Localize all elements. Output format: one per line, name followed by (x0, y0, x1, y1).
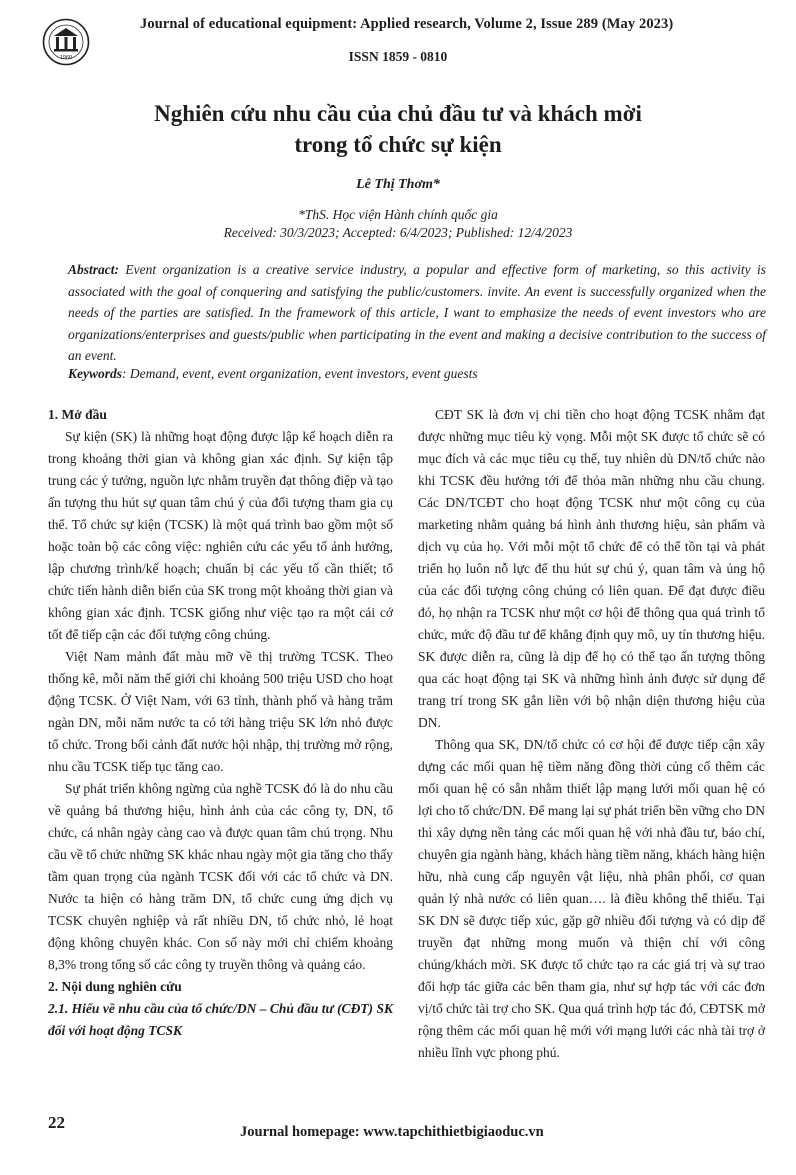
section-heading-intro: 1. Mở đầu (48, 407, 107, 422)
article-title (0, 98, 796, 160)
paragraph: Việt Nam mảnh đất màu mỡ về thị trường TCSK. Theo thống kê, mỗi năm thế giới chi khoảng 500 triệu USD cho hoạt động TCSK. Ở Việt Nam, với 63 tỉnh, thành phố và hàng trăm ngàn DN, mỗi năm nước ta có tới hàng triệu SK lớn nhỏ được tổ chức. Trong bối cảnh đất nước hội nhập, thị trường mở rộng, nhu cầu TCSK tiếp tục tăng cao. (48, 649, 393, 774)
paragraph: Thông qua SK, DN/tổ chức có cơ hội để được tiếp cận xây dựng các mối quan hệ tiềm năng đồng thời củng cố thêm các mối quan hệ có sẵn nhằm thiết lập mạng lưới mối quan hệ có lợi cho tổ chức/DN. Để mang lại sự phát triển bền vững cho DN thì xây dựng nền tảng các mối quan hệ với nhà đầu tư, báo chí, chuyên gia ngành hàng, khách hàng tiềm năng, khách hàng hiện hữu, nhà cung cấp nguyên vật liệu, nhà phân phối, cơ quan quản lý nhà nước có liên quan…. là điều không thể thiếu. Tại SK DN sẽ được tiếp xúc, gặp gỡ nhiều đối tượng và có dịp để truyền đạt những mong muốn và thiện chí với công chúng/khách mời. SK được tổ chức tạo ra các giá trị và sự trao đổi hợp tác giữa các bên tham gia, như sự hợp tác với các đơn vị/tổ chức tài trợ cho SK. Qua quá trình hợp tác đó, CĐTSK mở rộng thêm các mối quan hệ mới với mạng lưới các nhà tài trợ ở nhiều lĩnh vực phong phú. (418, 737, 766, 1060)
paragraph: CĐT SK là đơn vị chi tiền cho hoạt động TCSK nhằm đạt được những mục tiêu kỳ vọng. Mỗi một SK được tổ chức sẽ có mục đích và các mục tiêu cụ thể, tuy nhiên dù DN/tổ chức nào khi TCSK đều hướng tới để thỏa mãn những nhu cầu chung. Các DN/TCĐT cho hoạt động TCSK như một công cụ của marketing nhằm quảng bá hình ảnh thương hiệu, sản phẩm và dịch vụ của họ. Với mỗi một tổ chức để có thể tồn tại và phát triển họ luôn nỗ lực để thu hút sự chú ý, quan tâm và ủng hộ của các đối tượng công chúng có liên quan. Để đạt được điều đó, họ nhận ra TCSK như một cơ hội để thông qua quá trình tổ chức, mức độ đầu tư để khẳng định quy mô, uy tín thương hiệu. SK được diễn ra, cũng là dịp để họ có thể tạo ấn tượng thông qua các hoạt động tại SK và những hình ảnh được sử dụng để trang trí trong SK gắn liền với bộ nhận diện thương hiệu của DN. (418, 407, 765, 730)
abstract-label: Abstract: (68, 262, 120, 277)
journal-homepage: Journal homepage: www.tapchithietbigiaoduc.vn (240, 1124, 544, 1140)
section-heading-content: 2. Nội dung nghiên cứu (48, 979, 182, 994)
abstract (68, 259, 766, 367)
journal-header: Journal of educational equipment: Applied research, Volume 2, Issue 289 (May 2023) (140, 16, 674, 32)
keywords-label: Keywords (68, 366, 122, 381)
affiliation: *ThS. Học viện Hành chính quốc gia (298, 207, 498, 222)
publication-dates: Received: 30/3/2023; Accepted: 6/4/2023; Published: 12/4/2023 (223, 225, 573, 240)
author-affiliation-block (0, 206, 796, 242)
issn: ISSN 1859 - 0810 (348, 49, 448, 64)
keywords (68, 363, 766, 384)
abstract-text: Event organization is a creative service industry, a popular and effective form of marketing, so this activity is associated with the goal of conquering and satisfying the public/customers. invite. An event is successfully organized when the needs of the parties are satisfied. In the framework of this article, I want to emphasize the needs of event investors who are organizations/enterprises and guests/public when participating in the event and making a decisive contribution to the success of an event. (68, 262, 766, 363)
title-line-2: trong tổ chức sự kiện (294, 132, 502, 157)
subsection-heading: 2.1. Hiểu về nhu cầu của tổ chức/DN – Chủ đầu tư (CĐT) SK đối với hoạt động TCSK (48, 1001, 393, 1038)
paragraph: Sự phát triển không ngừng của nghề TCSK đó là do nhu cầu về quảng bá thương hiệu, hình ảnh của các công ty, DN, tổ chức, cá nhân ngày càng cao và được quan tâm chú trọng. Nhu cầu về tổ chức những SK khác nhau ngày một gia tăng cho thấy tầm quan trọng của ngành TCSK đối với các tổ chức và DN. Nước ta hiện có hàng trăm DN, tổ chức cung ứng dịch vụ TCSK chuyên nghiệp và rất nhiều DN, tổ chức nhỏ, lẻ hoạt động không chuyên khác. Con số này mới chỉ chiếm khoảng 8,3% trong tổng số các công ty truyền thông và quảng cáo. (48, 781, 393, 972)
keywords-text: : Demand, event, event organization, event investors, event guests (122, 366, 478, 381)
title-line-1: Nghiên cứu nhu cầu của chủ đầu tư và khách mời (154, 101, 642, 126)
paragraph: Sự kiện (SK) là những hoạt động được lập kế hoạch diễn ra trong khoảng thời gian và không gian xác định. Sự kiện tập trung các ý tưởng, nguồn lực nhằm truyền đạt thông điệp và tạo ấn tượng thu hút sự quan tâm chú ý của đối tượng tham gia cụ thể. Tổ chức sự kiện (TCSK) là một quá trình bao gồm một số hoặc toàn bộ các công việc: nghiên cứu các yếu tố ảnh hưởng, lập chương trình/kế hoạch; chuẩn bị các yếu tố cần thiết; tổ chức tiến hành diễn biến của SK trong một khoảng thời gian và không gian xác định. TCSK giống như việc tạo ra một cái cớ tốt để tiếp cận các đối tượng công chúng. (48, 429, 393, 642)
right-column (418, 404, 765, 1064)
page-number: 22 (48, 1113, 65, 1132)
author-name: Lê Thị Thơm* (356, 177, 440, 192)
left-column (48, 404, 393, 1042)
logo-year: 1960 (59, 55, 73, 61)
